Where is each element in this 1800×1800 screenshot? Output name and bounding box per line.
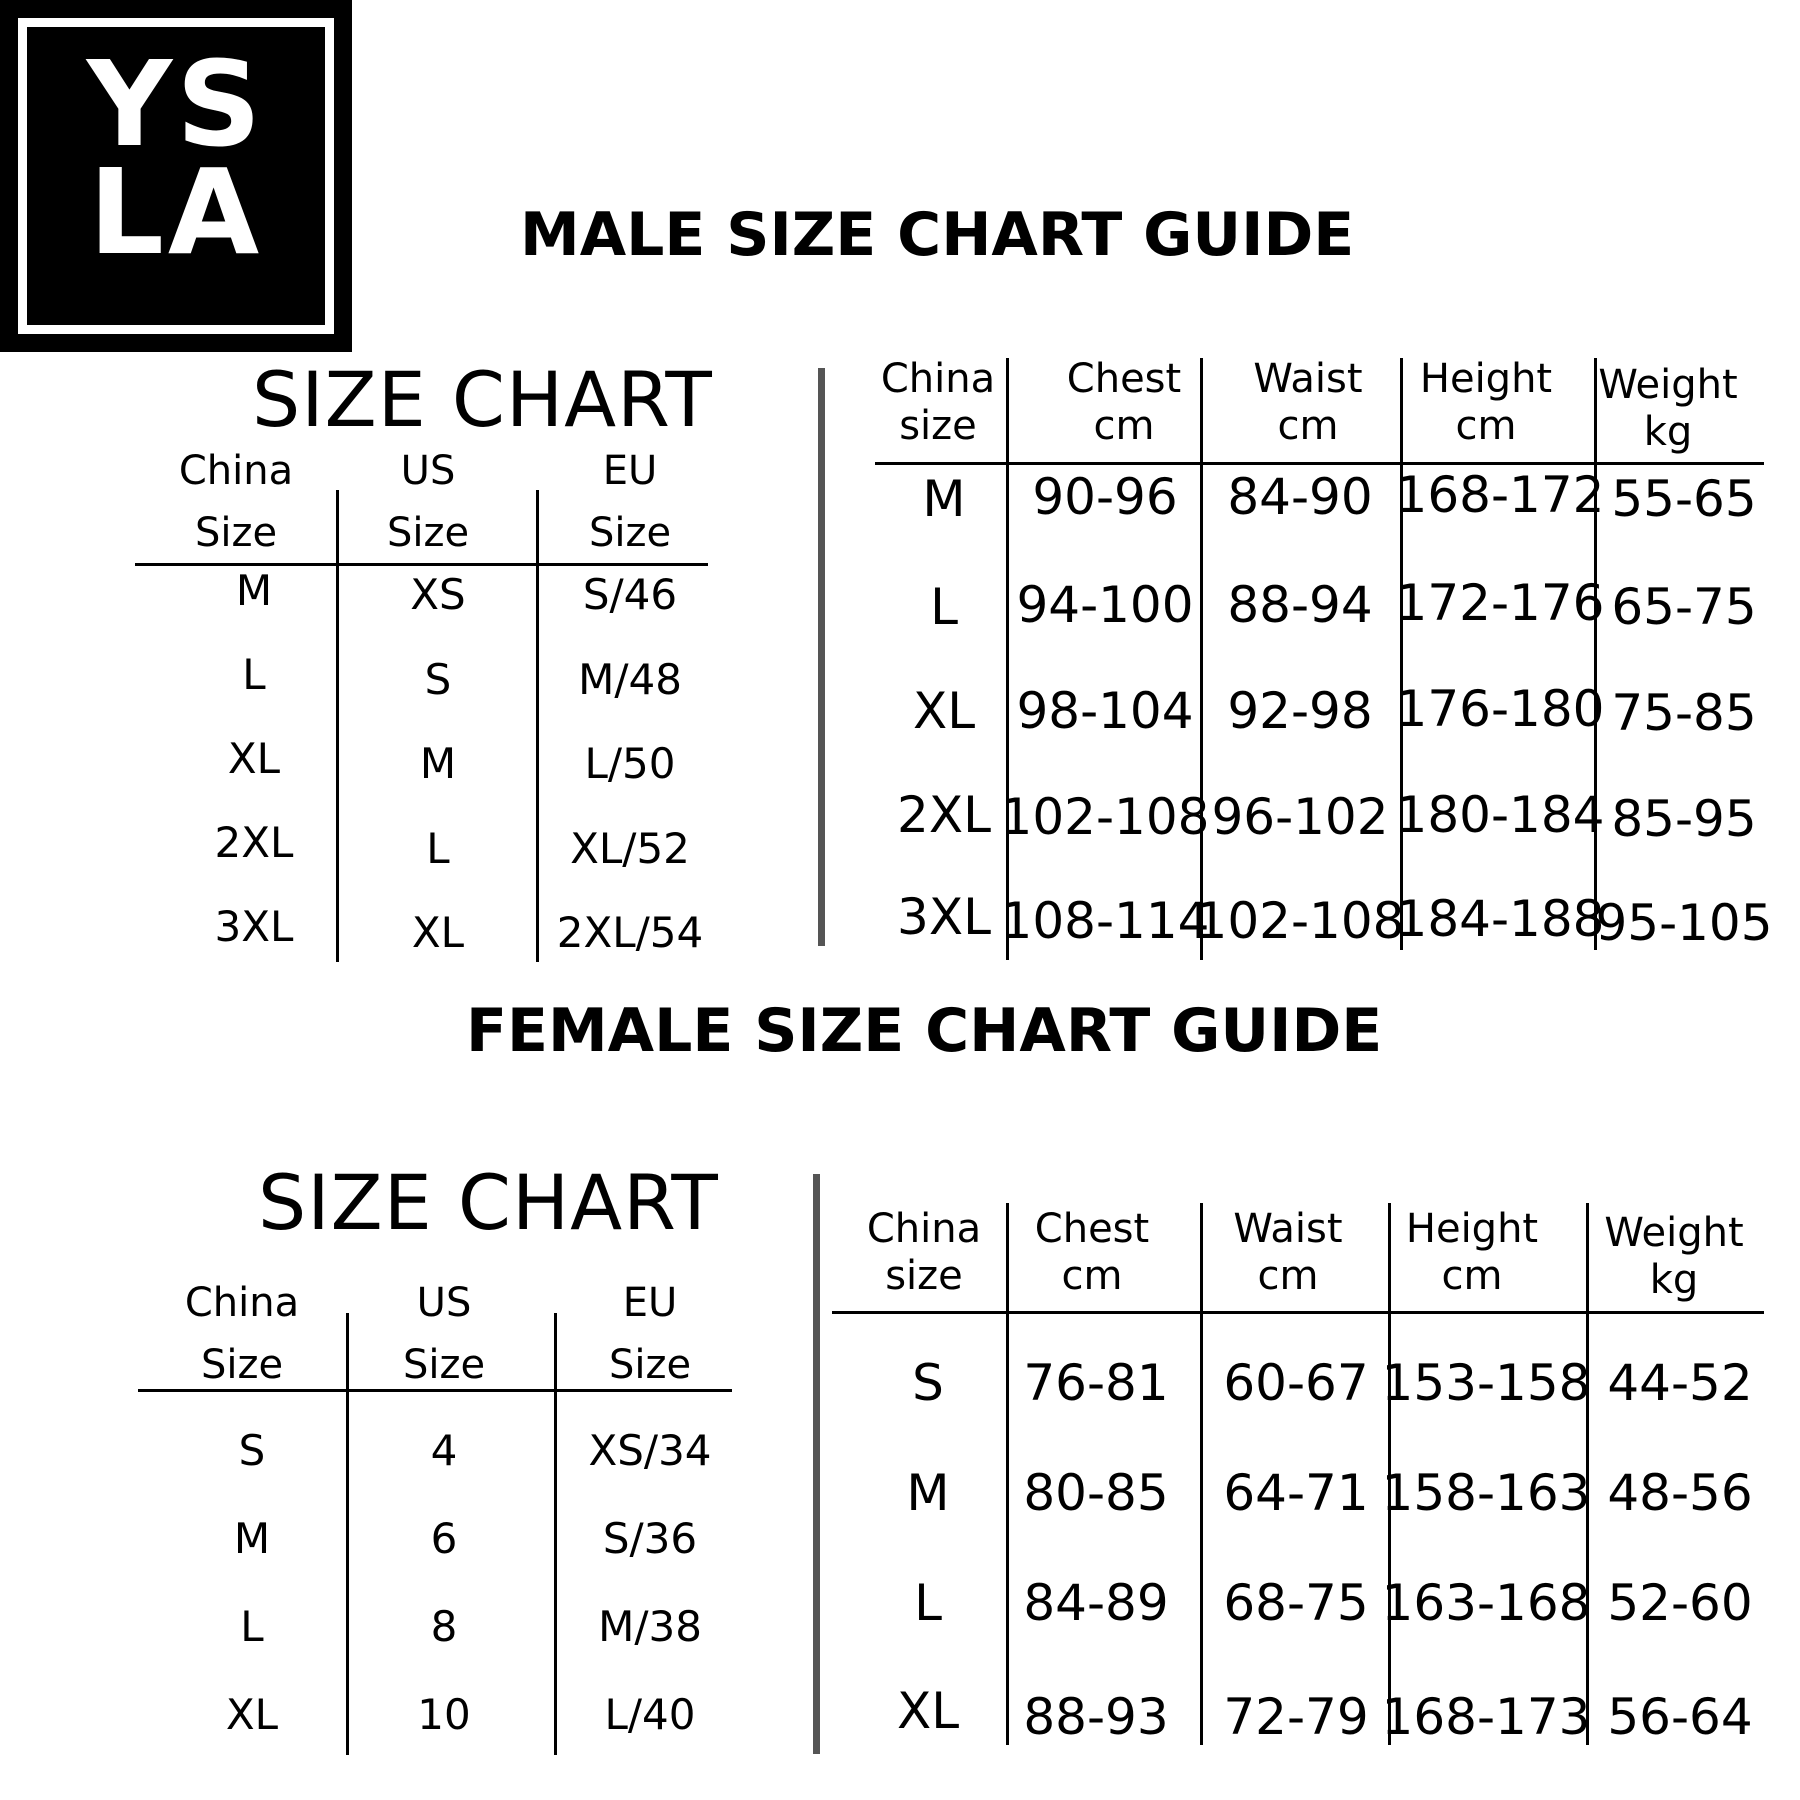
column-divider — [1006, 358, 1009, 960]
header-chest: Chest cm — [1034, 1206, 1150, 1299]
table-cell: 64-71 — [1223, 1464, 1369, 1522]
table-cell: M — [419, 739, 457, 788]
table-cell: 108-114 — [1000, 892, 1210, 950]
table-cell: 72-79 — [1223, 1688, 1369, 1746]
table-cell: XL — [411, 908, 465, 957]
table-cell: 8 — [430, 1602, 458, 1651]
table-cell: 65-75 — [1611, 578, 1757, 636]
table-cell: XL — [227, 734, 281, 783]
table-cell: 76-81 — [1023, 1354, 1169, 1412]
header-eu-size: EU Size — [608, 1280, 692, 1388]
column-divider — [1594, 358, 1597, 950]
table-cell: XS/34 — [588, 1426, 712, 1475]
table-cell: L — [242, 650, 266, 699]
table-cell: 48-56 — [1607, 1464, 1753, 1522]
table-cell: 172-176 — [1395, 574, 1605, 632]
table-cell: 163-168 — [1381, 1574, 1591, 1632]
table-cell: 153-158 — [1381, 1354, 1591, 1412]
table-cell: 2XL/54 — [556, 908, 704, 957]
column-divider — [1200, 358, 1203, 960]
header-us-size: US Size — [386, 448, 470, 556]
table-cell: S/46 — [582, 570, 678, 619]
table-cell: M/48 — [578, 655, 682, 704]
table-cell: S — [238, 1426, 266, 1475]
table-cell: 176-180 — [1395, 680, 1605, 738]
table-cell: 6 — [430, 1514, 458, 1563]
table-cell: 60-67 — [1223, 1354, 1369, 1412]
table-cell: L — [930, 578, 958, 636]
table-cell: 84-90 — [1227, 468, 1373, 526]
table-cell: 95-105 — [1595, 894, 1773, 952]
column-divider — [1200, 1203, 1203, 1745]
table-cell: XL — [896, 1682, 960, 1740]
header-weight: Weight kg — [1604, 1210, 1744, 1303]
column-divider — [336, 490, 339, 962]
table-cell: 44-52 — [1607, 1354, 1753, 1412]
header-height: Height cm — [1405, 1206, 1539, 1299]
table-cell: XS — [410, 570, 466, 619]
table-cell: M — [233, 1514, 271, 1563]
table-cell: M — [906, 1464, 950, 1522]
table-cell: 168-173 — [1381, 1688, 1591, 1746]
header-eu-size: EU Size — [588, 448, 672, 556]
table-cell: 84-89 — [1023, 1574, 1169, 1632]
female-size-chart-title: SIZE CHART — [258, 1158, 719, 1247]
table-cell: M — [922, 470, 966, 528]
table-cell: M — [235, 566, 273, 615]
section-divider — [818, 368, 825, 946]
table-cell: XL — [225, 1690, 279, 1739]
table-cell: 10 — [417, 1690, 471, 1739]
table-cell: 85-95 — [1611, 790, 1757, 848]
header-waist: Waist cm — [1233, 1206, 1343, 1299]
table-cell: 102-108 — [1000, 788, 1210, 846]
table-cell: 184-188 — [1395, 890, 1605, 948]
table-cell: 98-104 — [1016, 682, 1194, 740]
table-cell: 68-75 — [1223, 1574, 1369, 1632]
section-divider — [813, 1174, 820, 1754]
table-cell: 158-163 — [1381, 1464, 1591, 1522]
logo-line-1: YS — [86, 35, 266, 173]
male-guide-title: MALE SIZE CHART GUIDE — [520, 200, 1355, 270]
table-cell: 88-93 — [1023, 1688, 1169, 1746]
column-divider — [536, 490, 539, 962]
table-cell: L — [914, 1574, 942, 1632]
table-cell: L — [240, 1602, 264, 1651]
table-cell: L/40 — [604, 1690, 696, 1739]
header-china-size: China Size — [184, 1280, 300, 1388]
logo-line-2: LA — [88, 143, 264, 281]
table-cell: 94-100 — [1016, 576, 1194, 634]
header-chest: Chest cm — [1066, 356, 1182, 449]
table-cell: 3XL — [897, 888, 991, 946]
table-cell: 96-102 — [1211, 788, 1389, 846]
table-cell: 88-94 — [1227, 576, 1373, 634]
column-divider — [1006, 1203, 1009, 1745]
header-china-size: China size — [866, 1206, 982, 1299]
table-cell: 2XL — [214, 818, 294, 867]
header-divider — [832, 1311, 1764, 1314]
header-us-size: US Size — [402, 1280, 486, 1388]
column-divider — [554, 1313, 557, 1755]
column-divider — [346, 1313, 349, 1755]
column-divider — [1400, 358, 1403, 950]
table-cell: 102-108 — [1195, 892, 1405, 950]
table-cell: L — [426, 824, 450, 873]
table-cell: 52-60 — [1607, 1574, 1753, 1632]
table-cell: S — [424, 655, 452, 704]
table-cell: 180-184 — [1395, 786, 1605, 844]
table-cell: 168-172 — [1395, 466, 1605, 524]
table-cell: S/36 — [602, 1514, 698, 1563]
brand-logo — [0, 0, 352, 352]
table-cell: S — [912, 1354, 944, 1412]
table-cell: XL — [912, 682, 976, 740]
table-cell: 92-98 — [1227, 682, 1373, 740]
header-weight: Weight kg — [1598, 362, 1738, 455]
table-cell: L/50 — [584, 739, 676, 788]
table-cell: 2XL — [897, 786, 991, 844]
header-china-size: China Size — [178, 448, 294, 556]
table-cell: 90-96 — [1032, 468, 1178, 526]
male-size-chart-title: SIZE CHART — [252, 355, 713, 444]
table-cell: 55-65 — [1611, 470, 1757, 528]
female-guide-title: FEMALE SIZE CHART GUIDE — [466, 996, 1383, 1066]
logo-text — [0, 35, 352, 281]
header-china-size: China size — [880, 356, 996, 449]
table-cell: 80-85 — [1023, 1464, 1169, 1522]
table-cell: XL/52 — [570, 824, 690, 873]
table-cell: 56-64 — [1607, 1688, 1753, 1746]
header-height: Height cm — [1419, 356, 1553, 449]
table-cell: M/38 — [598, 1602, 702, 1651]
table-cell: 75-85 — [1611, 684, 1757, 742]
table-cell: 4 — [430, 1426, 458, 1475]
table-cell: 3XL — [214, 902, 294, 951]
header-waist: Waist cm — [1253, 356, 1363, 449]
